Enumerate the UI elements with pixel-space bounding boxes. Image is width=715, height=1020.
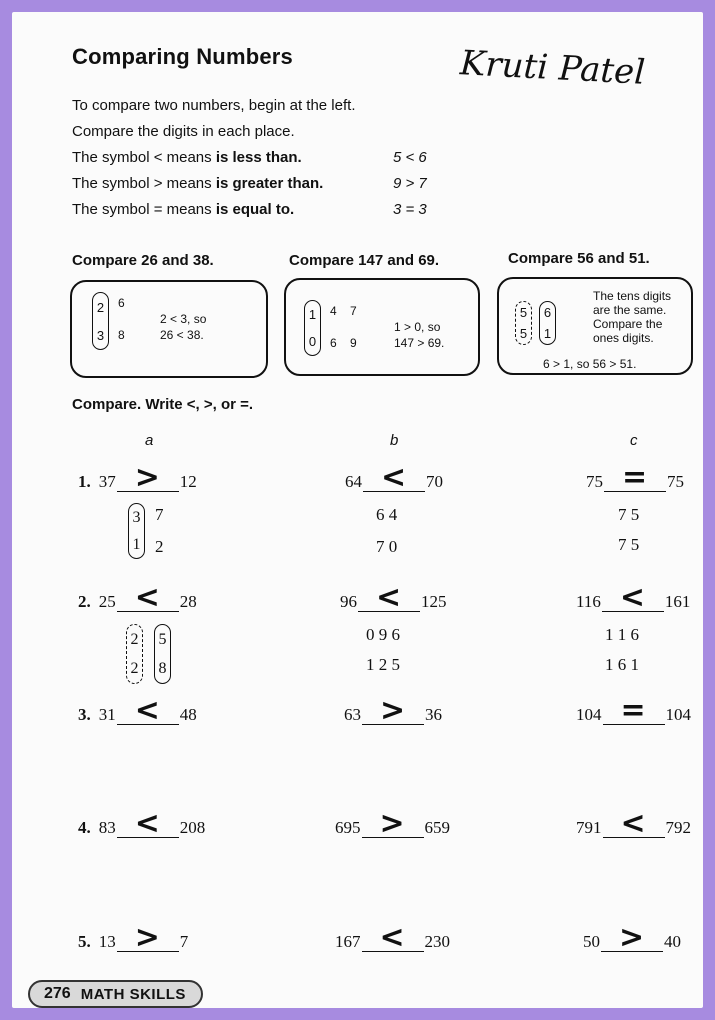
example-2-digit: 6 [330, 336, 337, 350]
problem-3b: 63 > 36 [344, 693, 442, 728]
work-digits: 7 5 [618, 535, 640, 554]
answer-blank[interactable]: > [362, 705, 424, 725]
symbol-greater-than-example: 9 > 7 [393, 175, 427, 192]
answer-blank[interactable]: < [362, 932, 424, 952]
example-3-note: are the same. [593, 303, 667, 317]
example-1-heading: Compare 26 and 38. [72, 252, 214, 269]
instruction: Compare. Write <, >, or =. [72, 396, 254, 413]
example-3-box [497, 277, 693, 375]
example-1-tens-oval: 2 3 [92, 292, 109, 350]
answer-blank[interactable]: = [604, 472, 666, 492]
symbol-less-than: The symbol < means is less than. [72, 149, 302, 166]
problem-3c: 104 = 104 [576, 693, 691, 728]
symbol-equal-to: The symbol = means is equal to. [72, 201, 295, 218]
example-2-digit: 7 [350, 304, 357, 318]
work-digits: 7 5 [618, 505, 640, 524]
column-label-b: b [390, 432, 399, 449]
problem-5a: 5. 13 > 7 [78, 920, 189, 955]
problem-2c: 116 < 161 [576, 580, 691, 615]
example-3-tens-oval: 5 5 [515, 301, 532, 345]
example-2-box [284, 278, 480, 376]
answer-blank[interactable]: > [362, 818, 424, 838]
example-3-conclusion: 6 > 1, so 56 > 51. [543, 357, 637, 371]
example-1-note: 2 < 3, so [160, 312, 207, 326]
problem-5c: 50 > 40 [583, 920, 681, 955]
symbol-greater-than: The symbol > means is greater than. [72, 175, 324, 192]
work-digits: 1 1 6 [605, 625, 639, 644]
example-2-digit: 4 [330, 304, 337, 318]
work-digits: 1 2 5 [366, 655, 400, 674]
example-1-digit: 6 [118, 296, 125, 310]
problem-1a: 1. 37 > 12 [78, 460, 197, 495]
example-3-note: The tens digits [593, 289, 672, 303]
example-2-note: 147 > 69. [394, 336, 445, 350]
column-label-a: a [145, 432, 154, 449]
book-title: MATH SKILLS [80, 985, 186, 1003]
example-3-ones-oval: 6 1 [539, 301, 556, 345]
answer-blank[interactable]: < [603, 818, 665, 838]
example-3-note: ones digits. [593, 331, 654, 345]
work-digits: 6 4 [376, 505, 398, 524]
symbol-equal-to-example: 3 = 3 [393, 201, 427, 218]
page-title: Comparing Numbers [72, 44, 293, 69]
page-number: 276 [44, 985, 71, 1002]
work-digits: 1 6 1 [605, 655, 639, 674]
problem-2a: 2. 25 < 28 [78, 580, 197, 615]
answer-blank[interactable]: = [603, 705, 665, 725]
answer-blank[interactable]: < [117, 592, 179, 612]
column-label-c: c [630, 432, 638, 449]
work-digits: 7 0 [376, 537, 398, 556]
answer-blank[interactable]: < [358, 592, 420, 612]
problem-4b: 695 > 659 [335, 806, 450, 841]
problem-4a: 4. 83 < 208 [78, 806, 206, 841]
work-2a-ones-oval: 5 8 [154, 624, 171, 684]
problem-4c: 791 < 792 [576, 806, 691, 841]
example-1-digit: 8 [118, 328, 125, 342]
work-digits: 0 9 6 [366, 625, 400, 644]
answer-blank[interactable]: < [117, 818, 179, 838]
answer-blank[interactable]: > [117, 472, 179, 492]
problem-1c: 75 = 75 [586, 460, 684, 495]
example-2-digit: 9 [350, 336, 357, 350]
work-1a-ones: 2 [155, 537, 164, 556]
handwritten-name: Kruti Patel [459, 43, 647, 93]
example-3-heading: Compare 56 and 51. [508, 250, 650, 267]
example-2-heading: Compare 147 and 69. [289, 252, 440, 269]
example-1-box [70, 280, 268, 378]
answer-blank[interactable]: > [601, 932, 663, 952]
problem-3a: 3. 31 < 48 [78, 693, 197, 728]
page-footer-tab [28, 980, 203, 1008]
work-1a-ones: 7 [155, 505, 164, 524]
problem-5b: 167 < 230 [335, 920, 450, 955]
work-2a-tens-oval: 2 2 [126, 624, 143, 684]
example-2-note: 1 > 0, so [394, 320, 441, 334]
example-3-note: Compare the [593, 317, 663, 331]
answer-blank[interactable]: < [117, 705, 179, 725]
problem-2b: 96 < 125 [340, 580, 447, 615]
symbol-less-than-example: 5 < 6 [393, 149, 427, 166]
example-2-hundreds-oval: 1 0 [304, 300, 321, 356]
intro-line-1: To compare two numbers, begin at the left. [72, 97, 356, 114]
answer-blank[interactable]: < [602, 592, 664, 612]
answer-blank[interactable]: < [363, 472, 425, 492]
example-1-note: 26 < 38. [160, 328, 204, 342]
work-1a-tens-oval: 3 1 [128, 503, 145, 559]
problem-1b: 64 < 70 [345, 460, 443, 495]
intro-line-2: Compare the digits in each place. [72, 123, 295, 140]
answer-blank[interactable]: > [117, 932, 179, 952]
